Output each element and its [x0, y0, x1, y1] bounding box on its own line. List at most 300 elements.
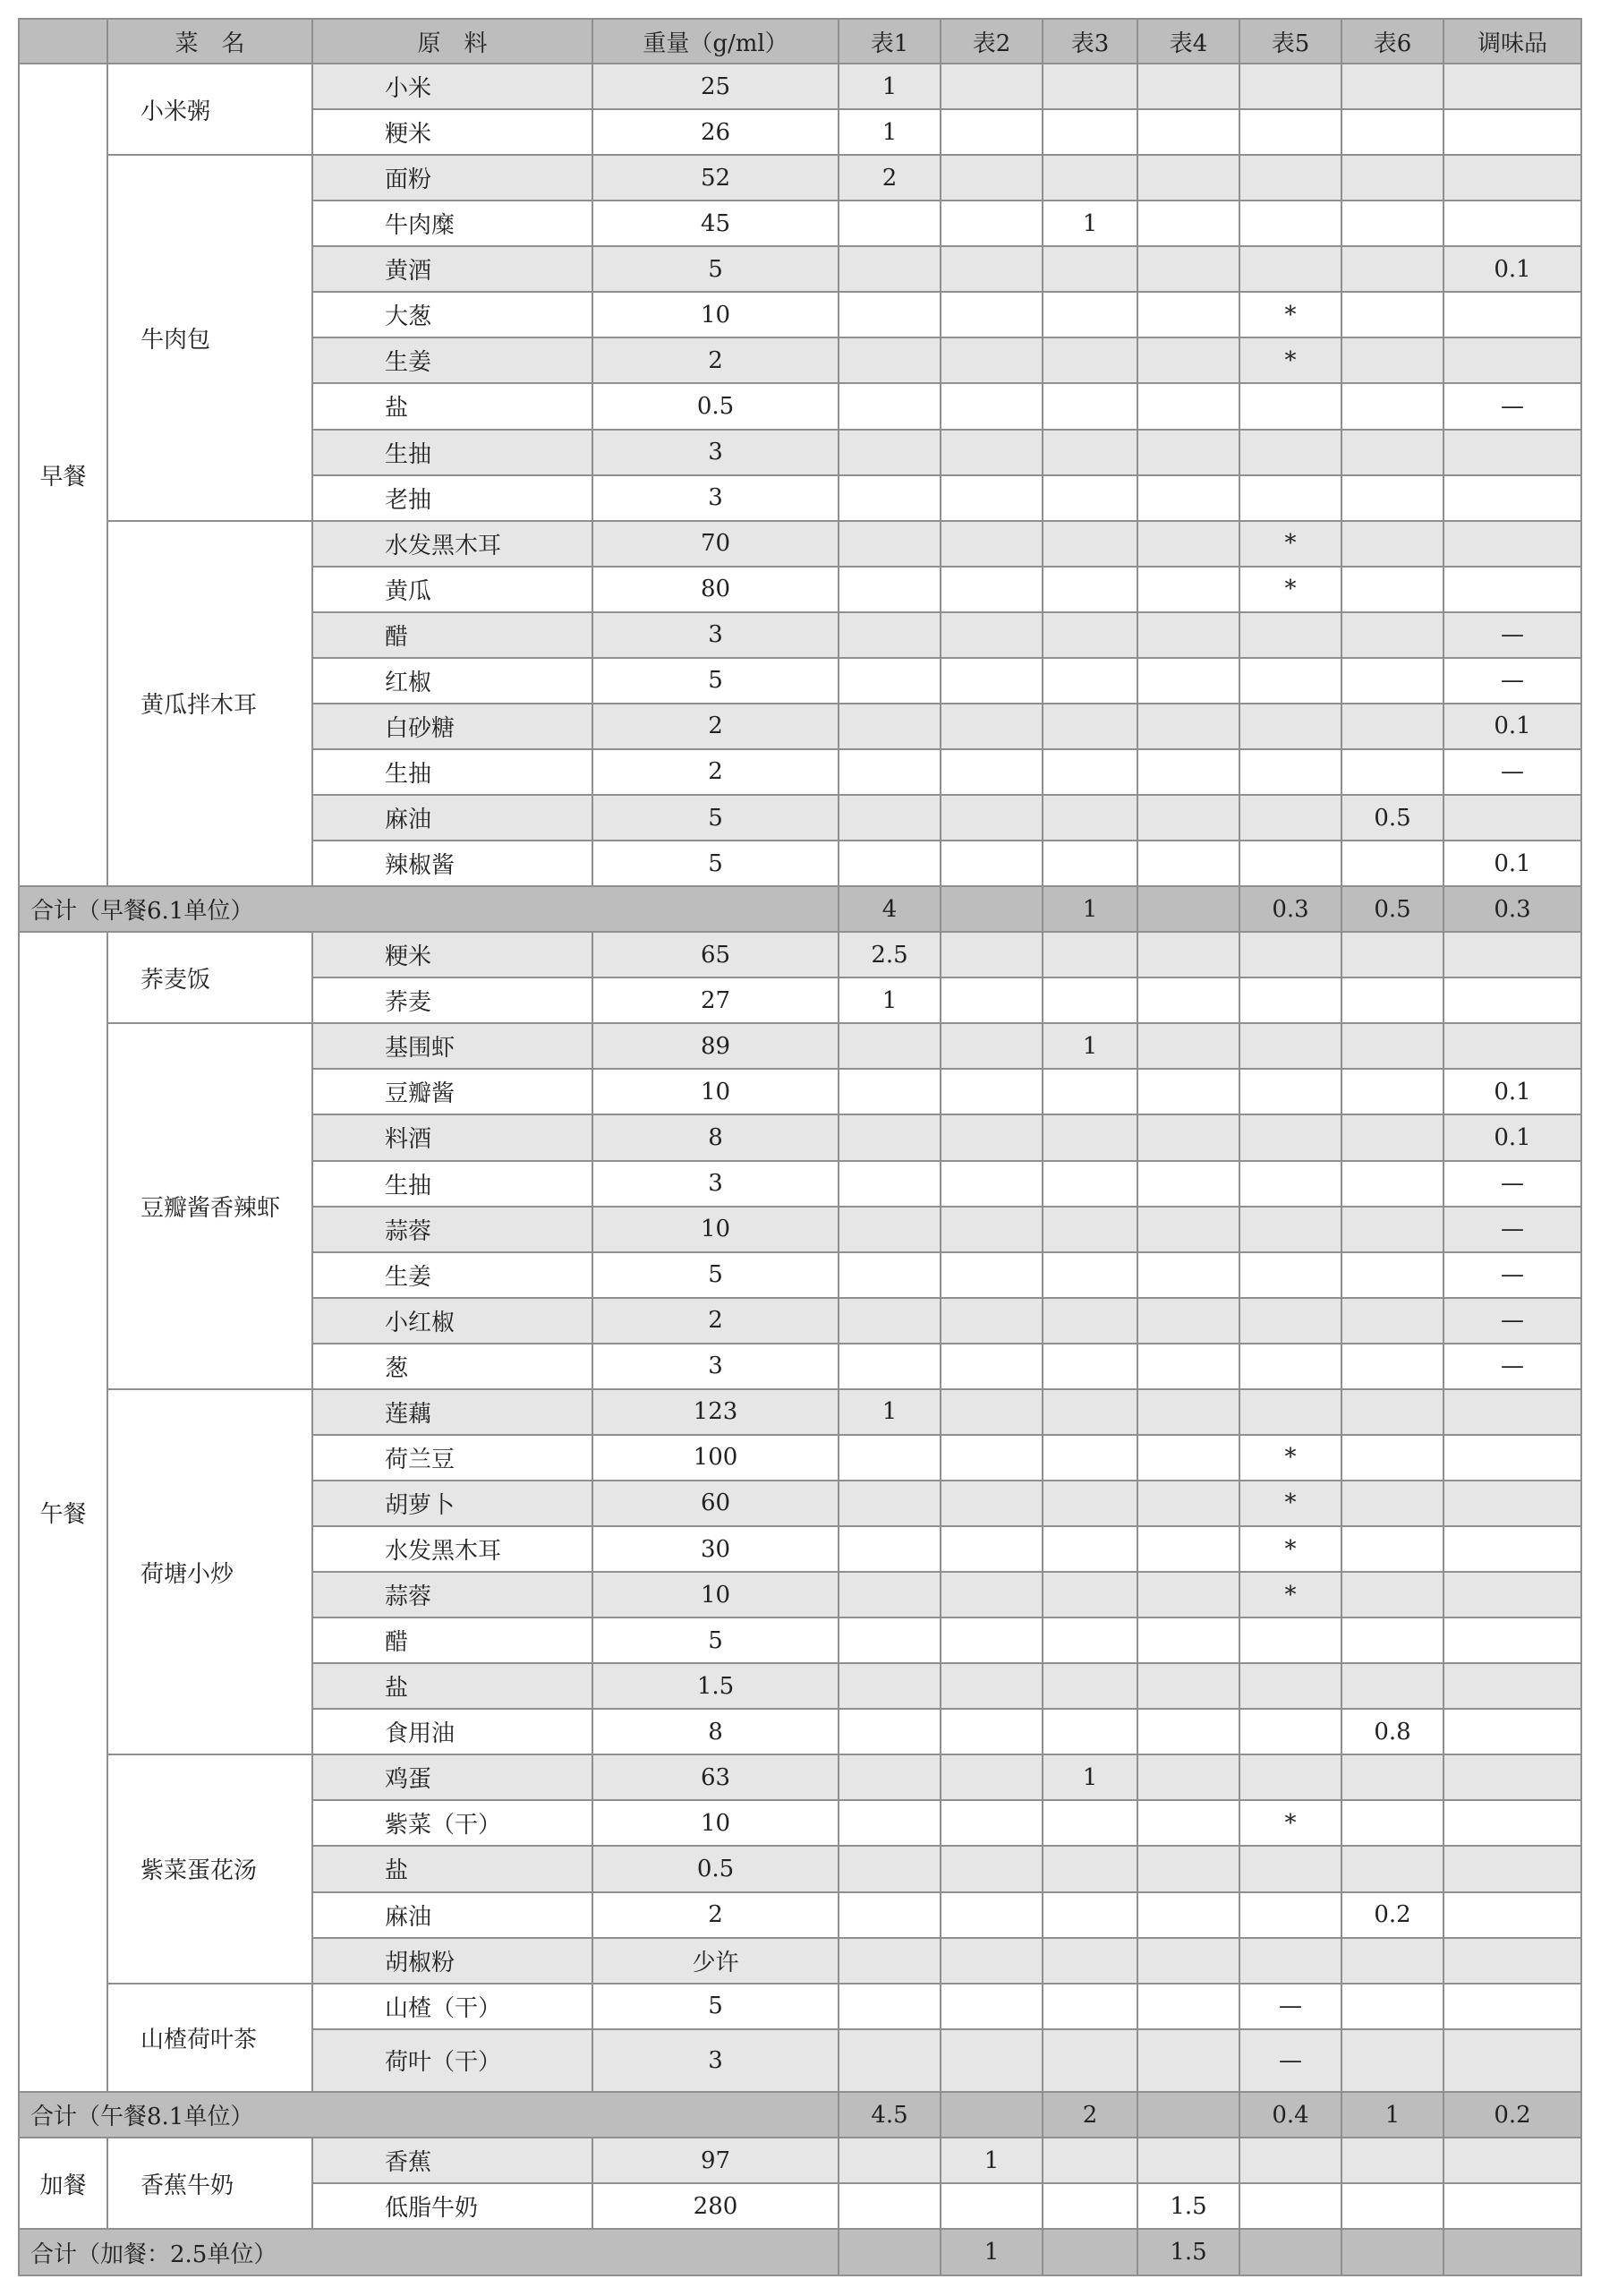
cell-table-2: [941, 749, 1043, 795]
ingredient-weight: 65: [592, 932, 839, 977]
cell-table-5: [1239, 1114, 1341, 1160]
cell-seasoning: [1443, 1709, 1581, 1754]
cell-table-4: [1137, 383, 1239, 429]
ingredient-row: [19, 155, 1581, 201]
cell-seasoning: [1443, 430, 1581, 475]
ingredient-weight: 30: [592, 1526, 839, 1572]
header-table-3: 表3: [1043, 19, 1137, 64]
total-seasoning: [1443, 2229, 1581, 2275]
cell-table-6: [1341, 1161, 1443, 1207]
cell-table-4: [1137, 658, 1239, 704]
cell-table-5: [1239, 246, 1341, 292]
cell-table-2: [941, 1344, 1043, 1389]
cell-table-2: [941, 841, 1043, 886]
cell-table-1: [839, 1207, 941, 1252]
cell-table-3: [1043, 1709, 1137, 1754]
cell-table-5: [1239, 475, 1341, 521]
cell-table-4: [1137, 795, 1239, 841]
ingredient-weight: 8: [592, 1709, 839, 1754]
cell-table-5: [1239, 201, 1341, 246]
cell-seasoning: [1443, 1023, 1581, 1069]
total-table-6: [1341, 2229, 1443, 2275]
cell-table-3: [1043, 795, 1137, 841]
cell-table-2: [941, 109, 1043, 155]
cell-table-3: [1043, 1252, 1137, 1298]
cell-seasoning: [1443, 2138, 1581, 2183]
cell-table-6: [1341, 109, 1443, 155]
cell-table-5: [1239, 612, 1341, 658]
cell-table-2: [941, 612, 1043, 658]
cell-table-3: [1043, 1617, 1137, 1663]
ingredient-name: 白砂糖: [312, 704, 592, 749]
cell-table-6: [1341, 1984, 1443, 2029]
total-table-3: 1: [1043, 886, 1137, 932]
cell-table-2: [941, 2183, 1043, 2229]
ingredient-name: 生姜: [312, 337, 592, 383]
cell-table-5: [1239, 430, 1341, 475]
cell-seasoning: [1443, 521, 1581, 567]
cell-table-1: 1: [839, 977, 941, 1023]
cell-table-6: [1341, 1481, 1443, 1526]
cell-seasoning: 0.1: [1443, 1069, 1581, 1114]
cell-table-5: [1239, 1846, 1341, 1891]
header-row: [19, 19, 1581, 64]
cell-table-2: [941, 658, 1043, 704]
cell-seasoning: —: [1443, 1298, 1581, 1344]
total-table-5: 0.4: [1239, 2092, 1341, 2138]
cell-table-5: [1239, 658, 1341, 704]
cell-table-4: [1137, 2138, 1239, 2183]
cell-table-6: [1341, 2183, 1443, 2229]
cell-table-2: [941, 1572, 1043, 1617]
cell-table-6: [1341, 749, 1443, 795]
dish-name: 牛肉包: [107, 155, 312, 521]
cell-table-5: [1239, 1754, 1341, 1800]
cell-table-5: [1239, 1389, 1341, 1435]
ingredient-weight: 27: [592, 977, 839, 1023]
cell-table-1: [839, 1800, 941, 1846]
cell-table-2: [941, 1114, 1043, 1160]
ingredient-name: 葱: [312, 1344, 592, 1389]
total-table-2: [941, 2092, 1043, 2138]
cell-table-6: [1341, 2029, 1443, 2092]
ingredient-name: 基围虾: [312, 1023, 592, 1069]
meal-total-row: [19, 2229, 1581, 2275]
cell-table-6: [1341, 1023, 1443, 1069]
cell-table-3: [1043, 1984, 1137, 2029]
cell-table-6: [1341, 1252, 1443, 1298]
cell-table-2: [941, 977, 1043, 1023]
cell-table-2: [941, 1252, 1043, 1298]
header-meal: [19, 19, 107, 64]
cell-table-2: [941, 1389, 1043, 1435]
cell-table-1: [839, 2029, 941, 2092]
cell-table-2: [941, 292, 1043, 337]
ingredient-name: 香蕉: [312, 2138, 592, 2183]
cell-table-3: [1043, 567, 1137, 612]
ingredient-row: [19, 2138, 1581, 2183]
cell-table-1: [839, 1435, 941, 1481]
total-table-2: [941, 886, 1043, 932]
cell-table-1: [839, 658, 941, 704]
cell-table-1: [839, 430, 941, 475]
cell-table-2: [941, 1023, 1043, 1069]
cell-table-1: [839, 337, 941, 383]
cell-table-1: [839, 1481, 941, 1526]
cell-table-4: [1137, 612, 1239, 658]
cell-table-1: [839, 1572, 941, 1617]
cell-table-1: [839, 1754, 941, 1800]
meal-name: 早餐: [19, 64, 107, 886]
ingredient-weight: 2: [592, 749, 839, 795]
cell-table-6: [1341, 521, 1443, 567]
ingredient-weight: 3: [592, 2029, 839, 2092]
cell-table-4: [1137, 977, 1239, 1023]
cell-table-2: [941, 246, 1043, 292]
cell-seasoning: [1443, 155, 1581, 201]
cell-table-6: [1341, 246, 1443, 292]
cell-table-6: [1341, 1114, 1443, 1160]
cell-table-6: [1341, 1572, 1443, 1617]
ingredient-name: 生姜: [312, 1252, 592, 1298]
cell-table-6: 0.8: [1341, 1709, 1443, 1754]
cell-table-4: [1137, 109, 1239, 155]
total-table-5: [1239, 2229, 1341, 2275]
cell-table-6: [1341, 1344, 1443, 1389]
cell-seasoning: [1443, 201, 1581, 246]
ingredient-name: 面粉: [312, 155, 592, 201]
ingredient-weight: 97: [592, 2138, 839, 2183]
cell-table-3: [1043, 1800, 1137, 1846]
total-table-3: [1043, 2229, 1137, 2275]
total-table-3: 2: [1043, 2092, 1137, 2138]
ingredient-weight: 5: [592, 841, 839, 886]
cell-table-6: [1341, 64, 1443, 109]
ingredient-row: [19, 932, 1581, 977]
cell-seasoning: [1443, 337, 1581, 383]
cell-seasoning: [1443, 795, 1581, 841]
cell-table-3: [1043, 749, 1137, 795]
cell-table-2: [941, 1526, 1043, 1572]
cell-table-6: [1341, 1069, 1443, 1114]
cell-table-5: [1239, 1298, 1341, 1344]
meal-total-row: [19, 2092, 1581, 2138]
cell-table-4: [1137, 2029, 1239, 2092]
ingredient-row: [19, 1023, 1581, 1069]
ingredient-weight: 45: [592, 201, 839, 246]
cell-table-1: 2: [839, 155, 941, 201]
ingredient-weight: 0.5: [592, 383, 839, 429]
meal-total-label: 合计（午餐8.1单位）: [19, 2092, 839, 2138]
cell-table-1: [839, 2138, 941, 2183]
cell-seasoning: [1443, 1800, 1581, 1846]
meal-plan-table: [18, 18, 1582, 2276]
cell-seasoning: [1443, 1481, 1581, 1526]
cell-table-5: *: [1239, 1526, 1341, 1572]
total-table-4: [1137, 886, 1239, 932]
cell-table-6: [1341, 1207, 1443, 1252]
cell-table-1: 2.5: [839, 932, 941, 977]
ingredient-name: 山楂（干）: [312, 1984, 592, 2029]
ingredient-name: 蒜蓉: [312, 1572, 592, 1617]
ingredient-row: [19, 64, 1581, 109]
cell-table-4: [1137, 704, 1239, 749]
cell-table-1: [839, 1846, 941, 1891]
cell-table-2: [941, 1938, 1043, 1984]
dish-name: 香蕉牛奶: [107, 2138, 312, 2229]
ingredient-name: 黄瓜: [312, 567, 592, 612]
total-seasoning: 0.3: [1443, 886, 1581, 932]
ingredient-name: 黄酒: [312, 246, 592, 292]
cell-table-3: [1043, 932, 1137, 977]
header-table-5: 表5: [1239, 19, 1341, 64]
header-table-6: 表6: [1341, 19, 1443, 64]
cell-seasoning: [1443, 1754, 1581, 1800]
cell-table-2: [941, 932, 1043, 977]
cell-table-1: 1: [839, 109, 941, 155]
cell-table-2: [941, 1435, 1043, 1481]
ingredient-weight: 5: [592, 1984, 839, 2029]
cell-table-4: [1137, 1069, 1239, 1114]
ingredient-weight: 100: [592, 1435, 839, 1481]
cell-table-4: [1137, 1435, 1239, 1481]
cell-table-5: *: [1239, 1481, 1341, 1526]
cell-table-2: [941, 795, 1043, 841]
cell-table-4: [1137, 64, 1239, 109]
cell-table-4: [1137, 1298, 1239, 1344]
cell-table-5: [1239, 1938, 1341, 1984]
ingredient-row: [19, 1984, 1581, 2029]
cell-table-6: [1341, 1298, 1443, 1344]
cell-table-5: [1239, 1709, 1341, 1754]
cell-table-5: [1239, 1663, 1341, 1709]
cell-table-2: [941, 155, 1043, 201]
cell-table-1: [839, 567, 941, 612]
cell-table-4: [1137, 1663, 1239, 1709]
ingredient-weight: 3: [592, 430, 839, 475]
total-seasoning: 0.2: [1443, 2092, 1581, 2138]
meal-name: 午餐: [19, 932, 107, 2092]
cell-table-5: [1239, 1023, 1341, 1069]
header-table-1: 表1: [839, 19, 941, 64]
ingredient-name: 生抽: [312, 749, 592, 795]
ingredient-weight: 26: [592, 109, 839, 155]
cell-table-4: [1137, 1984, 1239, 2029]
cell-table-2: [941, 1984, 1043, 2029]
cell-table-2: [941, 475, 1043, 521]
cell-table-3: [1043, 1207, 1137, 1252]
cell-seasoning: [1443, 2183, 1581, 2229]
cell-table-5: [1239, 977, 1341, 1023]
ingredient-weight: 1.5: [592, 1663, 839, 1709]
cell-table-1: [839, 292, 941, 337]
cell-table-3: [1043, 977, 1137, 1023]
cell-table-3: [1043, 2183, 1137, 2229]
total-table-6: 0.5: [1341, 886, 1443, 932]
cell-table-4: [1137, 292, 1239, 337]
cell-table-5: [1239, 1207, 1341, 1252]
cell-table-2: [941, 1617, 1043, 1663]
ingredient-weight: 5: [592, 795, 839, 841]
cell-table-6: [1341, 1526, 1443, 1572]
cell-table-5: [1239, 795, 1341, 841]
cell-seasoning: —: [1443, 1344, 1581, 1389]
total-table-5: 0.3: [1239, 886, 1341, 932]
ingredient-name: 莲藕: [312, 1389, 592, 1435]
ingredient-name: 粳米: [312, 932, 592, 977]
cell-table-1: [839, 383, 941, 429]
ingredient-weight: 280: [592, 2183, 839, 2229]
cell-table-1: [839, 1709, 941, 1754]
cell-table-4: [1137, 1344, 1239, 1389]
cell-table-4: [1137, 1481, 1239, 1526]
meal-total-label: 合计（早餐6.1单位）: [19, 886, 839, 932]
cell-table-5: [1239, 383, 1341, 429]
cell-table-1: [839, 1252, 941, 1298]
cell-seasoning: [1443, 64, 1581, 109]
cell-table-4: [1137, 1892, 1239, 1938]
cell-table-6: [1341, 1389, 1443, 1435]
cell-table-2: [941, 2029, 1043, 2092]
header-seasoning: 调味品: [1443, 19, 1581, 64]
cell-table-1: [839, 1023, 941, 1069]
ingredient-weight: 5: [592, 658, 839, 704]
cell-table-5: [1239, 932, 1341, 977]
cell-table-3: [1043, 155, 1137, 201]
ingredient-weight: 70: [592, 521, 839, 567]
cell-table-1: 1: [839, 1389, 941, 1435]
ingredient-weight: 89: [592, 1023, 839, 1069]
ingredient-weight: 少许: [592, 1938, 839, 1984]
cell-table-3: [1043, 1892, 1137, 1938]
ingredient-weight: 2: [592, 1298, 839, 1344]
ingredient-name: 盐: [312, 383, 592, 429]
cell-table-4: [1137, 1526, 1239, 1572]
cell-table-6: [1341, 1617, 1443, 1663]
cell-seasoning: [1443, 1663, 1581, 1709]
cell-table-6: [1341, 1938, 1443, 1984]
ingredient-name: 豆瓣酱: [312, 1069, 592, 1114]
cell-table-3: [1043, 1114, 1137, 1160]
cell-table-4: [1137, 1023, 1239, 1069]
cell-seasoning: 0.1: [1443, 1114, 1581, 1160]
ingredient-row: [19, 1389, 1581, 1435]
cell-table-6: 0.2: [1341, 1892, 1443, 1938]
cell-table-4: [1137, 155, 1239, 201]
dish-name: 黄瓜拌木耳: [107, 521, 312, 887]
ingredient-name: 紫菜（干）: [312, 1800, 592, 1846]
ingredient-name: 水发黑木耳: [312, 521, 592, 567]
cell-table-3: [1043, 246, 1137, 292]
ingredient-weight: 2: [592, 704, 839, 749]
cell-table-1: [839, 795, 941, 841]
ingredient-name: 老抽: [312, 475, 592, 521]
ingredient-name: 料酒: [312, 1114, 592, 1160]
cell-table-3: [1043, 383, 1137, 429]
ingredient-name: 大葱: [312, 292, 592, 337]
cell-seasoning: [1443, 292, 1581, 337]
cell-table-2: [941, 521, 1043, 567]
cell-seasoning: [1443, 1572, 1581, 1617]
cell-table-6: [1341, 1800, 1443, 1846]
cell-table-1: [839, 246, 941, 292]
cell-table-1: [839, 2183, 941, 2229]
header-dish-name: 菜 名: [107, 19, 312, 64]
cell-seasoning: [1443, 1617, 1581, 1663]
cell-table-4: [1137, 1709, 1239, 1754]
cell-table-1: [839, 1114, 941, 1160]
cell-table-2: [941, 567, 1043, 612]
cell-table-3: [1043, 841, 1137, 886]
dish-name: 荞麦饭: [107, 932, 312, 1023]
cell-seasoning: —: [1443, 1161, 1581, 1207]
header-table-4: 表4: [1137, 19, 1239, 64]
cell-seasoning: [1443, 1526, 1581, 1572]
ingredient-weight: 60: [592, 1481, 839, 1526]
ingredient-name: 生抽: [312, 1161, 592, 1207]
meal-name: 加餐: [19, 2138, 107, 2229]
ingredient-weight: 25: [592, 64, 839, 109]
cell-table-3: [1043, 109, 1137, 155]
ingredient-weight: 123: [592, 1389, 839, 1435]
cell-table-3: [1043, 292, 1137, 337]
cell-table-5: [1239, 64, 1341, 109]
ingredient-row: [19, 521, 1581, 567]
cell-table-2: [941, 1298, 1043, 1344]
cell-table-4: [1137, 841, 1239, 886]
ingredient-name: 粳米: [312, 109, 592, 155]
ingredient-name: 醋: [312, 612, 592, 658]
header-ingredient: 原 料: [312, 19, 592, 64]
cell-table-3: [1043, 1161, 1137, 1207]
cell-table-4: [1137, 430, 1239, 475]
cell-table-1: [839, 1617, 941, 1663]
cell-table-6: [1341, 1435, 1443, 1481]
cell-table-6: [1341, 841, 1443, 886]
cell-table-5: [1239, 841, 1341, 886]
cell-table-2: [941, 337, 1043, 383]
cell-table-6: [1341, 932, 1443, 977]
header-table-2: 表2: [941, 19, 1043, 64]
cell-table-1: [839, 1984, 941, 2029]
cell-table-2: [941, 1069, 1043, 1114]
cell-table-1: [839, 1938, 941, 1984]
cell-table-6: [1341, 201, 1443, 246]
cell-table-5: [1239, 2183, 1341, 2229]
cell-table-6: [1341, 2138, 1443, 2183]
ingredient-weight: 3: [592, 612, 839, 658]
cell-table-6: [1341, 1754, 1443, 1800]
cell-table-2: [941, 704, 1043, 749]
cell-table-5: [1239, 1892, 1341, 1938]
dish-name: 紫菜蛋花汤: [107, 1754, 312, 1983]
cell-seasoning: [1443, 1892, 1581, 1938]
cell-table-4: [1137, 337, 1239, 383]
ingredient-weight: 2: [592, 1892, 839, 1938]
header-weight: 重量（g/ml）: [592, 19, 839, 64]
cell-table-2: [941, 64, 1043, 109]
cell-table-3: [1043, 430, 1137, 475]
cell-table-3: [1043, 1069, 1137, 1114]
cell-table-1: [839, 521, 941, 567]
cell-table-6: [1341, 1846, 1443, 1891]
total-table-1: 4.5: [839, 2092, 941, 2138]
cell-table-4: [1137, 1754, 1239, 1800]
ingredient-name: 荞麦: [312, 977, 592, 1023]
cell-seasoning: —: [1443, 383, 1581, 429]
cell-table-3: 1: [1043, 1754, 1137, 1800]
ingredient-weight: 10: [592, 1572, 839, 1617]
